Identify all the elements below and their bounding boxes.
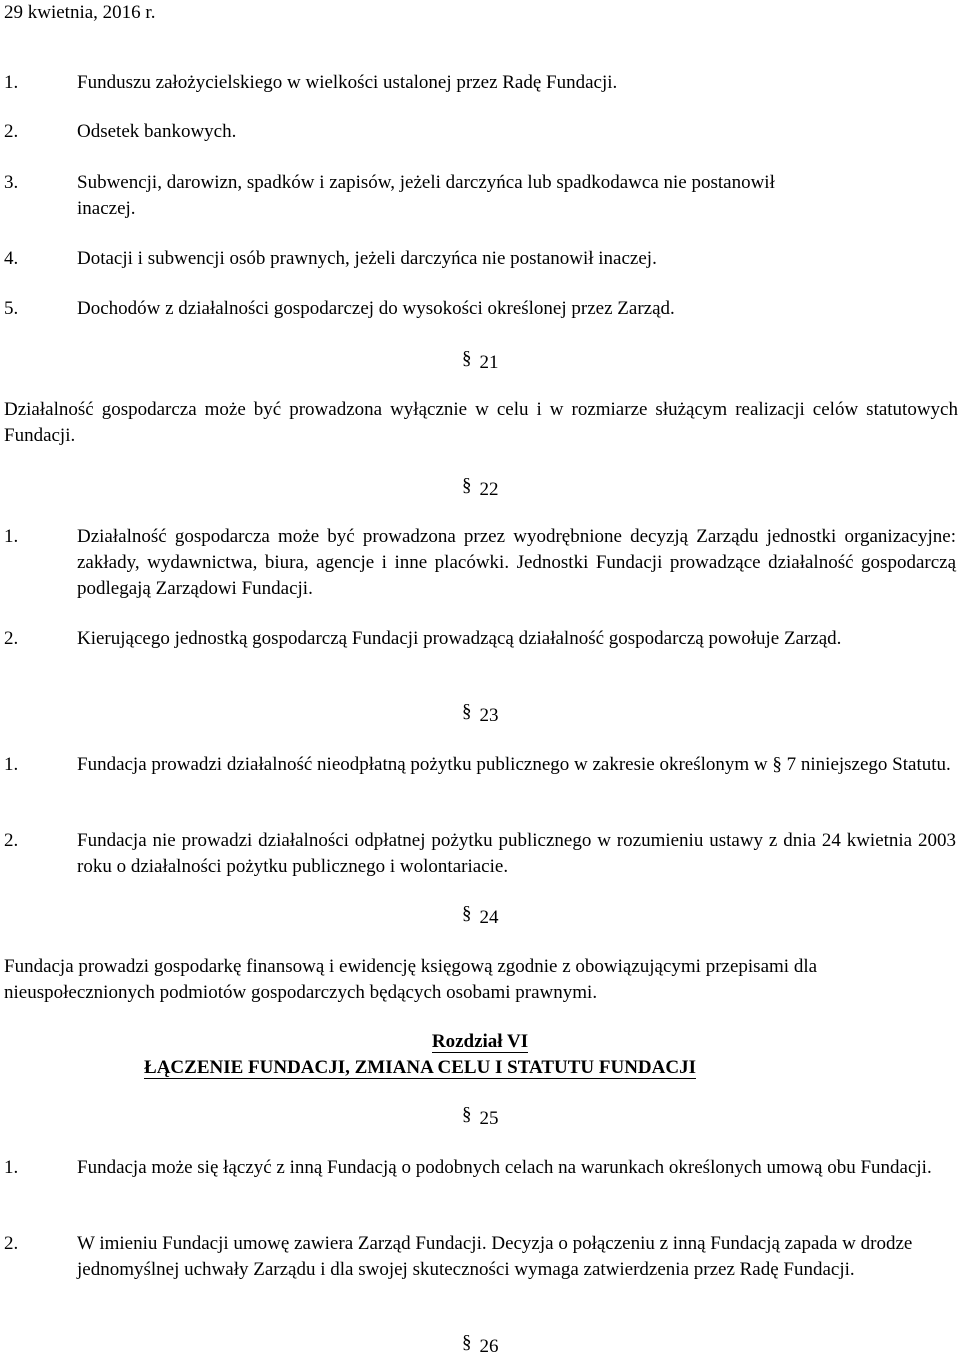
list-item-text: Dotacji i subwencji osób prawnych, jeżeli darczyńca nie postanowił inaczej. — [77, 248, 657, 269]
section-heading-21 — [462, 350, 562, 376]
list-item-text: Dochodów z działalności gospodarczej do wysokości określonej przez Zarząd. — [77, 298, 675, 319]
list-item-number: 4. — [4, 248, 19, 269]
section-number: 23 — [479, 705, 499, 726]
list-item — [4, 1155, 956, 1181]
section-heading-24 — [462, 905, 562, 931]
list-item — [4, 70, 956, 96]
list-item-text: Działalność gospodarcza może być prowadzona przez wyodrębnione decyzją Zarządu jednostki organizacyjne: zakłady, wydawnictwa, biura, agencje i inne placówki. Jednostki Fundacji prowadzące działalność gospodarczą podlegają Zarządowi Fundacji. — [77, 526, 956, 599]
list-item-number: 1. — [4, 1157, 19, 1178]
chapter-title-text: Rozdział VI — [431, 1031, 529, 1052]
date-line: 29 kwietnia, 2016 r. — [4, 2, 156, 23]
chapter-title — [0, 1029, 960, 1055]
section-heading-26 — [462, 1334, 562, 1360]
section-heading-25 — [462, 1106, 562, 1132]
section-number: 22 — [479, 479, 499, 500]
section-21-text: Działalność gospodarcza może być prowadzona wyłącznie w celu i w rozmiarze służącym realizacji celów statutowych Fundacji. — [4, 399, 958, 446]
list-item-number: 2. — [4, 628, 19, 649]
section-symbol: § — [462, 475, 472, 496]
list-item — [4, 752, 956, 778]
list-item — [4, 524, 956, 602]
list-item-number: 3. — [4, 172, 19, 193]
list-item-number: 2. — [4, 830, 19, 851]
list-item-number: 1. — [4, 754, 19, 775]
list-item — [4, 170, 824, 222]
section-number: 21 — [479, 352, 499, 373]
section-symbol: § — [462, 1332, 472, 1353]
section-24-text: Fundacja prowadzi gospodarkę finansową i ewidencję księgową zgodnie z obowiązującymi przepisami dla nieuspołecznionych podmiotów gospodarczych będących osobami prawnymi. — [4, 956, 818, 1003]
list-item — [4, 828, 956, 880]
list-item — [4, 119, 956, 145]
section-number: 24 — [479, 907, 499, 928]
list-item-text: Subwencji, darowizn, spadków i zapisów, jeżeli darczyńca lub spadkodawca nie postanowił inaczej. — [77, 172, 775, 219]
chapter-subtitle-text: ŁĄCZENIE FUNDACJI, ZMIANA CELU I STATUTU FUNDACJI — [144, 1057, 696, 1078]
list-item-number: 1. — [4, 72, 19, 93]
chapter-subtitle — [0, 1055, 900, 1081]
list-item-text: W imieniu Fundacji umowę zawiera Zarząd Fundacji. Decyzja o połączeniu z inną Fundacją zapada w drodze jednomyślnej uchwały Zarządu i dla swojej skuteczności wymaga zatwierdzenia przez Radę Fundacji. — [77, 1233, 913, 1280]
list-item — [4, 296, 956, 322]
list-item-number: 2. — [4, 121, 19, 142]
list-item-text: Funduszu założycielskiego w wielkości ustalonej przez Radę Fundacji. — [77, 72, 618, 93]
list-item-number: 5. — [4, 298, 19, 319]
section-symbol: § — [462, 1104, 472, 1125]
list-item-text: Fundacja może się łączyć z inną Fundacją o podobnych celach na warunkach określonych umową obu Fundacji. — [77, 1157, 932, 1178]
section-symbol: § — [462, 903, 472, 924]
list-item-text: Fundacja nie prowadzi działalności odpłatnej pożytku publicznego w rozumieniu ustawy z dnia 24 kwietnia 2003 roku o działalności pożytku publicznego i wolontariacie. — [77, 830, 956, 877]
list-item-text: Kierującego jednostką gospodarczą Fundacji prowadzącą działalność gospodarczą powołuje Zarząd. — [77, 628, 842, 649]
list-item — [4, 626, 956, 652]
section-number: 25 — [479, 1108, 499, 1129]
list-item-number: 1. — [4, 526, 19, 547]
list-item — [4, 246, 956, 272]
list-item — [4, 1231, 956, 1283]
list-item-text: Odsetek bankowych. — [77, 121, 237, 142]
section-symbol: § — [462, 701, 472, 722]
section-heading-22 — [462, 477, 562, 503]
list-item-number: 2. — [4, 1233, 19, 1254]
section-heading-23 — [462, 703, 562, 729]
section-symbol: § — [462, 348, 472, 369]
list-item-text: Fundacja prowadzi działalność nieodpłatną pożytku publicznego w zakresie określonym w § 7 niniejszego Statutu. — [77, 754, 951, 775]
section-number: 26 — [479, 1336, 499, 1357]
